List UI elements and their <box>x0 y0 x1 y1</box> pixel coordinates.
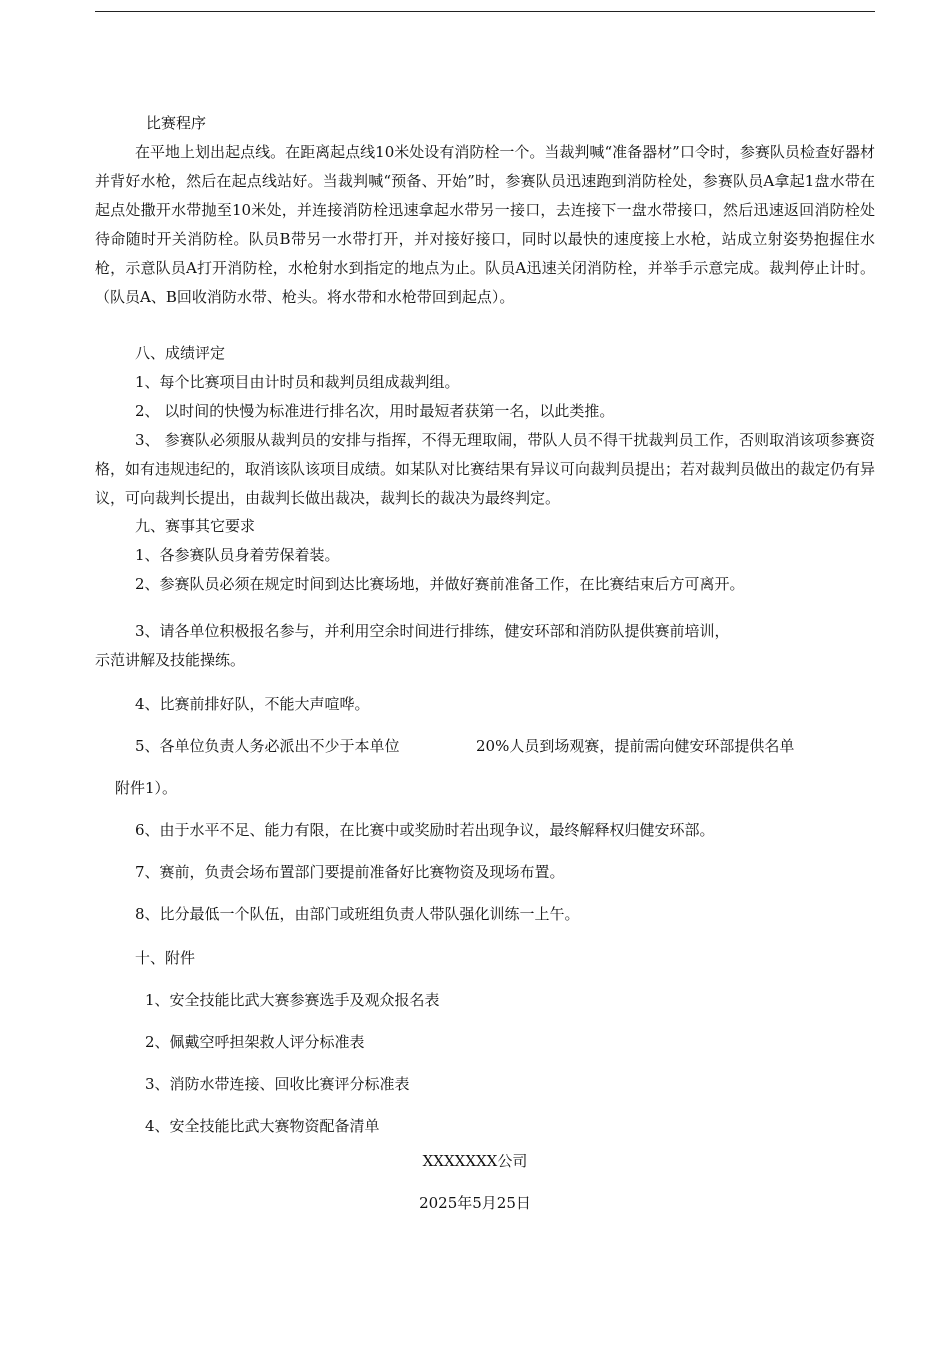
section-heading: 比赛程序 <box>146 114 207 132</box>
attachment-item: 4、安全技能比武大赛物资配备清单 <box>145 1117 380 1135</box>
section9-item7: 7、赛前，负责会场布置部门要提前准备好比赛物资及现场布置。 <box>135 863 565 881</box>
section9-item2: 2、参赛队员必须在规定时间到达比赛场地，并做好赛前准备工作，在比赛结束后方可离开。 <box>135 575 745 593</box>
header-rule <box>95 11 875 12</box>
section9-item1: 1、各参赛队员身着劳保着装。 <box>135 546 340 564</box>
section8-item2: 2、 以时间的快慢为标准进行排名次，用时最短者获第一名，以此类推。 <box>135 402 615 420</box>
section8-item1: 1、每个比赛项目由计时员和裁判员组成裁判组。 <box>135 373 460 391</box>
attachment-item: 2、佩戴空呼担架救人评分标准表 <box>145 1033 365 1051</box>
attachment-item: 1、安全技能比武大赛参赛选手及观众报名表 <box>145 991 440 1009</box>
section9-item5-part2: 20%人员到场观赛，提前需向健安环部提供名单 <box>476 737 795 755</box>
section9-item8: 8、比分最低一个队伍，由部门或班组负责人带队强化训练一上午。 <box>135 905 580 923</box>
section9-item5-part3: 附件1）。 <box>115 779 178 797</box>
section9-item4: 4、比赛前排好队，不能大声喧哗。 <box>135 695 370 713</box>
section8-title: 八、成绩评定 <box>135 344 226 362</box>
section9-item6: 6、由于水平不足、能力有限，在比赛中或奖励时若出现争议，最终解释权归健安环部。 <box>135 821 715 839</box>
section9-title: 九、赛事其它要求 <box>135 517 256 535</box>
section9-item3-line1: 3、请各单位积极报名参与，并利用空余时间进行排练，健安环部和消防队提供赛前培训， <box>135 622 730 640</box>
attachment-item: 3、消防水带连接、回收比赛评分标准表 <box>145 1075 410 1093</box>
section9-item3-line2: 示范讲解及技能操练。 <box>95 651 246 669</box>
signature-date: 2025年5月25日 <box>419 1194 531 1212</box>
section10-title: 十、附件 <box>135 949 196 967</box>
procedure-paragraph: 在平地上划出起点线。在距离起点线10米处设有消防栓一个。当裁判喊“准备器材”口令时，参赛队员检查好器材并背好水枪，然后在起点线站好。当裁判喊“预备、开始”时，参赛队员迅速跑到消防栓处，参赛队员A拿起1盘水带在起点处撒开水带抛至10米处，并连接消防栓迅速拿起水带另一接口，去连接下一盘水带接口，然后迅速返回消防栓处待命随时开关消防栓。队员B带另一水带打开，并对接好接口，同时以最快的速度接上水枪，站成立射姿势抱握住水枪，示意队员A打开消防栓，水枪射水到指定的地点为止。队员A迅速关闭消防栓，并举手示意完成。裁判停止计时。（队员A、B回收消防水带、枪头。将水带和水枪带回到起点）。 <box>95 143 875 306</box>
section8-item3: 3、 参赛队必须服从裁判员的安排与指挥，不得无理取闹，带队人员不得干扰裁判员工作，否则取消该项参赛资格，如有违规违纪的，取消该队该项目成绩。如某队对比赛结果有异议可向裁判员提出；若对裁判员做出的裁定仍有异议，可向裁判长提出，由裁判长做出裁决，裁判长的裁决为最终判定。 <box>95 431 876 507</box>
section9-item5-part1: 5、各单位负责人务必派出不少于本单位 <box>135 737 400 755</box>
signature-company: XXXXXXX公司 <box>422 1152 528 1170</box>
